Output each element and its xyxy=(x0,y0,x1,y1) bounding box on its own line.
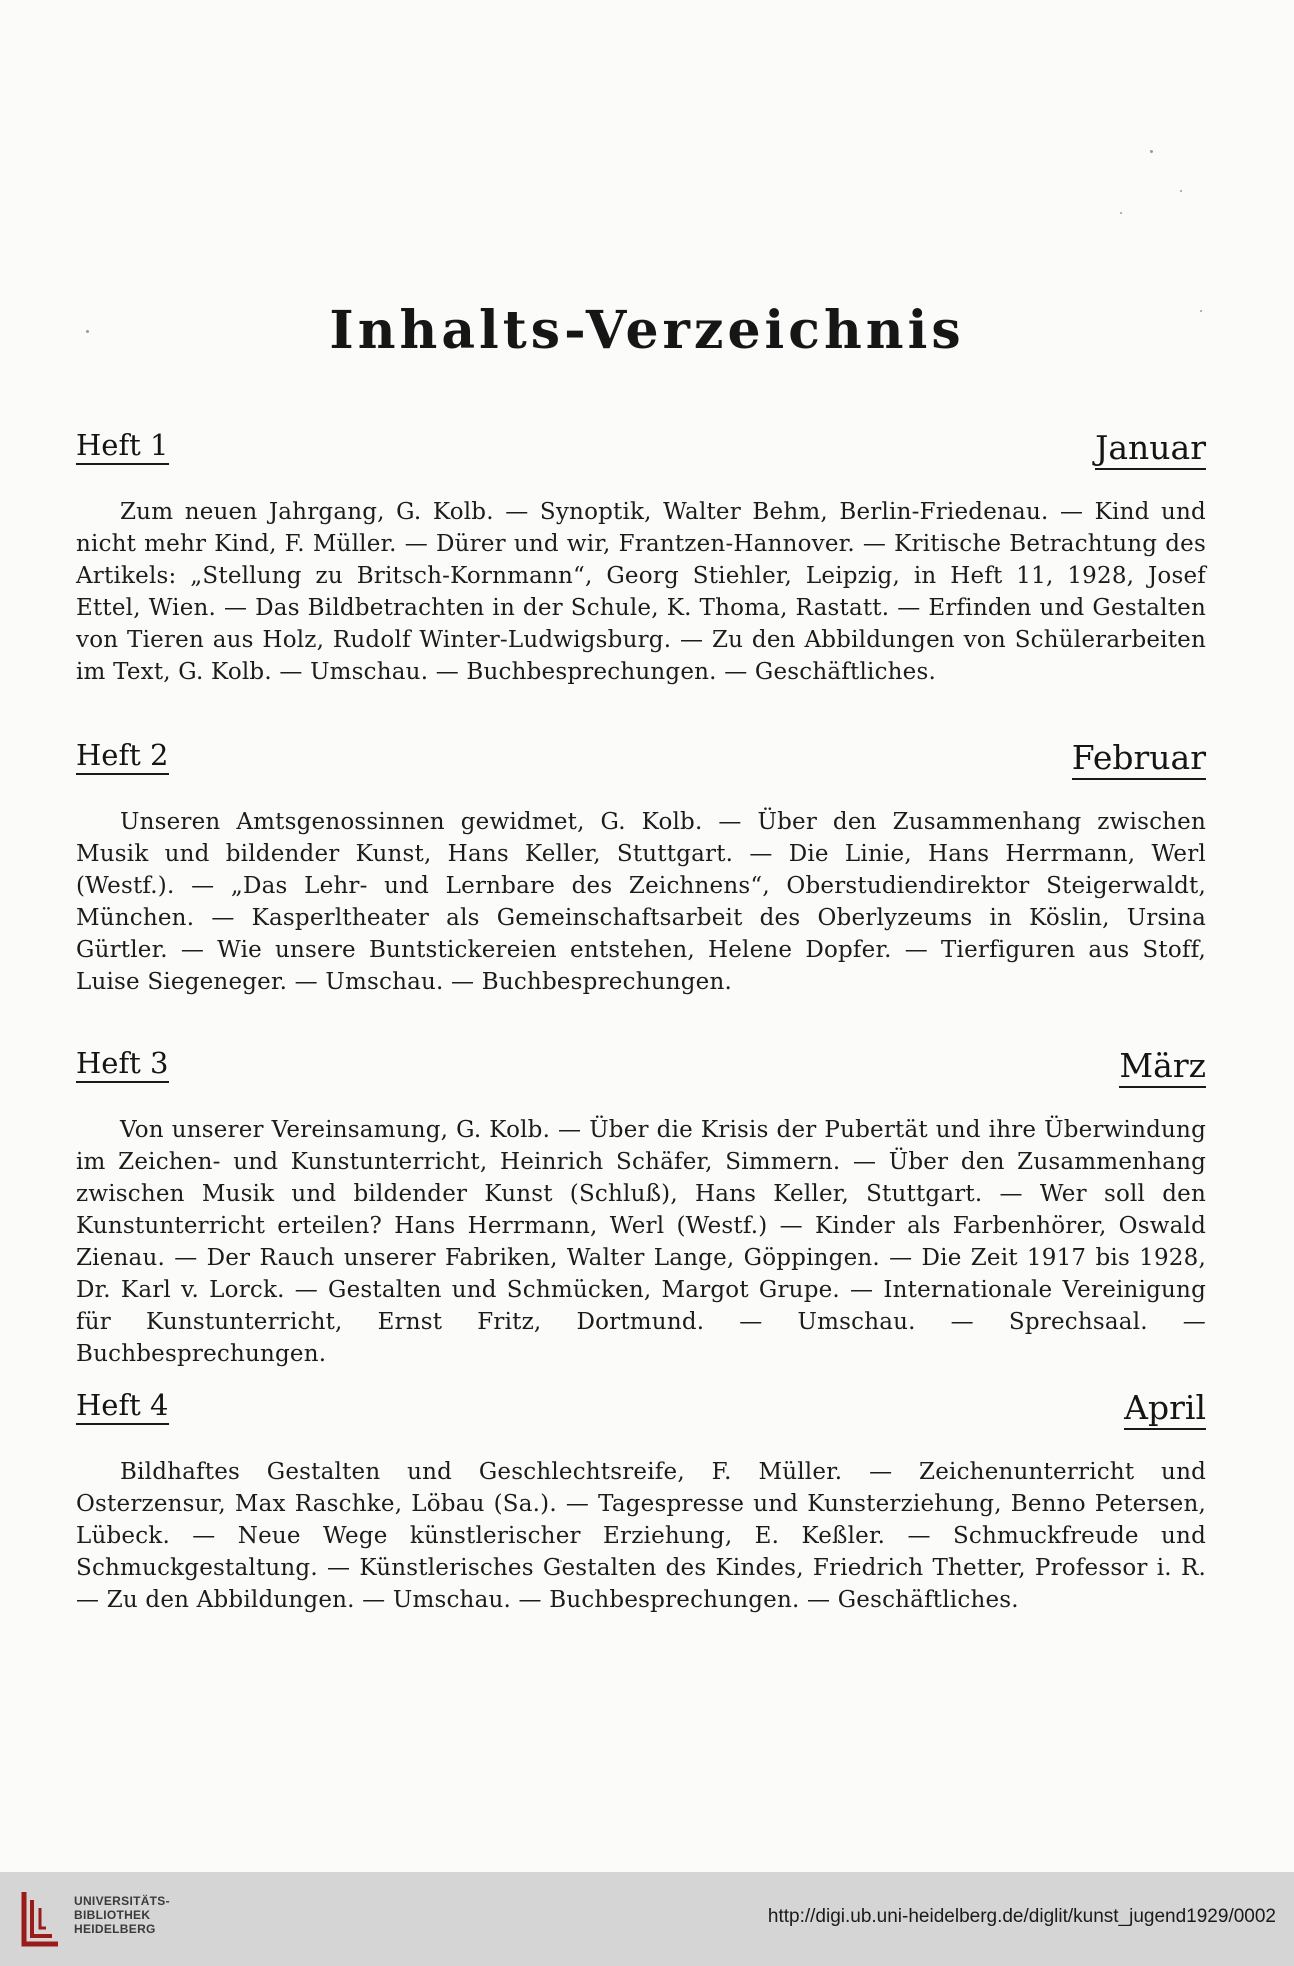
library-name-line: UNIVERSITÄTS- xyxy=(74,1894,170,1908)
section-heft-4 xyxy=(76,1388,1206,1616)
section-header xyxy=(76,738,1206,784)
section-contents: Bildhaftes Gestalten und Geschlechtsreife, F. Müller. — Zeichenunterricht und Osterzensur, Max Raschke, Löbau (Sa.). — Tagespresse und Kunsterziehung, Benno Petersen, Lübeck. — Neue Wege künstlerischer Erziehung, E. Keßler. — Schmuckfreude und Schmuckgestaltung. — Künstlerisches Gestalten des Kindes, Friedrich Thetter, Professor i. R. — Zu den Abbildungen. — Umschau. — Buchbesprechungen. — Geschäftliches. xyxy=(76,1459,1206,1613)
library-name xyxy=(74,1894,170,1936)
heft-number: Heft 3 xyxy=(76,1046,169,1083)
print-speck xyxy=(1120,212,1122,214)
section-contents: Unseren Amtsgenossinnen gewidmet, G. Kolb. — Über den Zusammenhang zwischen Musik und bildender Kunst, Hans Keller, Stuttgart. — Die Linie, Hans Herrmann, Werl (Westf.). — „Das Lehr- und Lernbare des Zeichnens“, Oberstudiendirektor Steigerwaldt, München. — Kasperltheater als Gemeinschaftsarbeit des Oberlyzeums in Köslin, Ursina Gürtler. — Wie unsere Buntstickereien entstehen, Helene Dopfer. — Tierfiguren aus Stoff, Luise Siegeneger. — Umschau. — Buchbesprechungen. xyxy=(76,809,1206,995)
print-speck xyxy=(1150,150,1153,153)
month-label: Januar xyxy=(1095,428,1206,470)
heft-number: Heft 4 xyxy=(76,1388,169,1425)
library-name-line: BIBLIOTHEK xyxy=(74,1908,151,1922)
month-label: März xyxy=(1119,1046,1206,1088)
section-contents: Zum neuen Jahrgang, G. Kolb. — Synoptik, Walter Behm, Berlin-Friedenau. — Kind und nicht mehr Kind, F. Müller. — Dürer und wir, Frantzen-Hannover. — Kritische Betrachtung des Artikels: „Stellung zu Britsch-Kornmann“, Georg Stiehler, Leipzig, in Heft 11, 1928, Josef Ettel, Wien. — Das Bildbetrachten in der Schule, K. Thoma, Rastatt. — Erfinden und Gestalten von Tieren aus Holz, Rudolf Winter-Ludwigsburg. — Zu den Abbildungen von Schülerarbeiten im Text, G. Kolb. — Umschau. — Buchbesprechungen. — Geschäftliches. xyxy=(76,499,1206,685)
source-url-link[interactable]: http://digi.ub.uni-heidelberg.de/diglit/kunst_jugend1929/0002 xyxy=(767,1906,1276,1927)
section-header xyxy=(76,1388,1206,1434)
page-title: Inhalts-Verzeichnis xyxy=(329,300,965,361)
section-contents: Von unserer Vereinsamung, G. Kolb. — Über die Krisis der Pubertät und ihre Überwindung im Zeichen- und Kunstunterricht, Heinrich Schäfer, Simmern. — Über den Zusammenhang zwischen Musik und bildender Kunst (Schluß), Hans Keller, Stuttgart. — Wer soll den Kunstunterricht erteilen? Hans Herrmann, Werl (Westf.) — Kinder als Farbenhörer, Oswald Zienau. — Der Rauch unserer Fabriken, Walter Lange, Göppingen. — Die Zeit 1917 bis 1928, Dr. Karl v. Lorck. — Gestalten und Schmücken, Margot Grupe. — Internationale Vereinigung für Kunstunterricht, Ernst Fritz, Dortmund. — Umschau. — Sprechsaal. — Buchbesprechungen. xyxy=(76,1117,1206,1367)
print-speck xyxy=(1180,190,1182,192)
footer-bar xyxy=(0,1872,1294,1966)
ub-heidelberg-logo-icon xyxy=(18,1888,64,1948)
month-label: April xyxy=(1124,1388,1206,1430)
library-name-line: HEIDELBERG xyxy=(74,1922,156,1936)
month-label: Februar xyxy=(1072,738,1206,780)
section-heft-1 xyxy=(76,428,1206,688)
section-heft-2 xyxy=(76,738,1206,998)
heft-number: Heft 2 xyxy=(76,738,169,775)
heft-number: Heft 1 xyxy=(76,428,169,465)
section-header xyxy=(76,1046,1206,1092)
section-heft-3 xyxy=(76,1046,1206,1370)
section-header xyxy=(76,428,1206,474)
